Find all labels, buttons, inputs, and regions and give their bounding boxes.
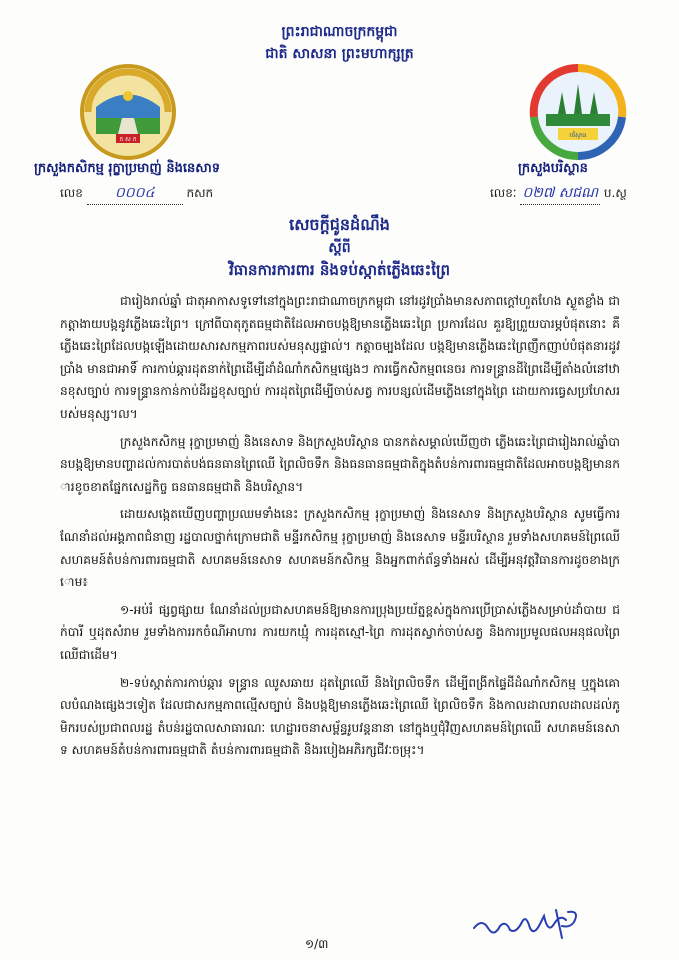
agriculture-ministry-logo	[78, 62, 178, 162]
national-motto: ជាតិ សាសនា ព្រះមហាក្សត្រ	[265, 46, 414, 62]
body-paragraph: ក្រសួងកសិកម្ម រុក្ខាប្រមាញ់ និងនេសាទ និងក្រសួងបរិស្ថាន បានកត់សម្គាល់ឃើញថា ភ្លើងឆេះព្រៃជារៀងរាល់ឆ្នាំបានបង្កឱ្យមានបញ្ហាដល់ការបាត់បង់ធនធានព្រៃឈើ ព្រៃលិចទឹក និងធនធានធម្មជាតិក្នុងតំបន់ការពារធម្មជាតិដែលអាចបង្កឱ្យមានការខូចខាតផ្នែកសេដ្ឋកិច្ច ធនធានធម្មជាតិ និងបរិស្ថាន។	[60, 434, 620, 494]
ref-suffix: កសក	[186, 186, 214, 200]
notice-subject: វិធានការការពារ និងទប់ស្កាត់ភ្លើងឆេះព្រៃ	[229, 261, 450, 279]
notice-body	[60, 290, 620, 767]
environment-ministry-name: ក្រសួងបរិស្ថាន	[518, 161, 588, 176]
notice-subject-label: ស្តីពី	[328, 240, 351, 256]
ref-number: ០០០៤	[87, 183, 183, 205]
body-paragraph: ជារៀងរាល់ឆ្នាំ ជាតុអាកាសទូទៅនៅក្នុងព្រះរាជាណាចក្រកម្ពុជា នៅរដូវប្រាំងមានសភាពក្តៅហួតហែង ស្ងួតខ្លាំង ជាកត្តាងាយបង្កនូវភ្លើងឆេះព្រៃ។ ក្រៅពីបាតុភូតធម្មជាតិដែលអាចបង្កឱ្យមានភ្លើងឆេះព្រៃ ប្រការដែល គួរឱ្យព្រួយបារម្ភបំផុតនោះ គឺភ្លើងឆេះព្រៃដែលបង្កឡើងដោយសារសកម្មភាពរបស់មនុស្សផ្ទាល់។ កត្តាចម្បងដែល បង្កឱ្យមានភ្លើងឆេះព្រៃញឹកញាប់បំផុតនារដូវប្រាំង មានជាអាទិ៍ ការកាប់ឆ្ការដុតនាក់ព្រៃដើម្បីដាំដំណាំកសិកម្មផ្សេងៗ ការធ្វើកសិកម្មពនេចរ ការទន្ទ្រានដីព្រៃដើម្បីតាំងលំនៅឋានខុសច្បាប់ ការទន្ទ្រានកាន់កាប់ដីរដ្ឋខុសច្បាប់ ការដុតព្រៃដើម្បីចាប់សត្វ ការបន្សល់ដើមភ្លើងនៅក្នុងព្រៃ ដោយការធ្វេសប្រហែសរបស់មនុស្ស។ល។	[60, 294, 620, 421]
logo-badge-text: ក ស ក	[119, 136, 137, 143]
ref-prefix: លេខ	[60, 186, 83, 200]
notice-title: សេចក្តីជូនដំណឹង	[289, 215, 390, 234]
body-paragraph: ១-អប់រំ ផ្សព្វផ្សាយ ណែនាំដល់ប្រជាសហគមន៍ឱ្យមានការប្រុងប្រយ័ត្នខ្ពស់ក្នុងការប្រើប្រាស់ភ្លើងសម្រាប់ដាំបាយ ជក់បារី ឬដុតសំរាម រួមទាំងការរកចំណីអាហារ ការយកឃ្មុំ ការដុតស្មៅ-ព្រៃ ការដុតស្វាក់ចាប់សត្វ និងការប្រមូលផលអនុផលព្រៃឈើជាដើម។	[60, 602, 620, 662]
ref-number: ០២៧ សជណ	[520, 183, 600, 205]
environment-reference-number	[490, 183, 627, 205]
body-paragraph: ដោយសង្កេតឃើញបញ្ហាប្រឈមទាំងនេះ ក្រសួងកសិកម្ម រុក្ខាប្រមាញ់ និងនេសាទ និងក្រសួងបរិស្ថាន សូមធ្វើការណែនាំដល់អង្គភាពជំនាញ រដ្ឋបាលថ្នាក់ក្រោមជាតិ មន្ទីរកសិកម្ម រុក្ខាប្រមាញ់ និងនេសាទ មន្ទីរបរិស្ថាន រួមទាំងសហគមន៍ព្រៃឈើ សហគមន៍តំបន់ការពារធម្មជាតិ សហគមន៍នេសាទ សហគមន៍កសិកម្ម និងអ្នកពាក់ព័ន្ធទាំងអស់ ដើម្បីអនុវត្តវិធានការដូចខាងក្រោម៖	[60, 507, 620, 590]
agriculture-reference-number	[60, 183, 213, 205]
ref-prefix: លេខៈ	[490, 186, 517, 200]
page-number: ១/៣	[305, 937, 329, 951]
logo-badge-text: បរិស្ថាន	[569, 132, 587, 139]
ref-suffix: ប.ស្ថ	[603, 186, 627, 200]
handwritten-signature	[470, 904, 590, 944]
body-paragraph: ២-ទប់ស្កាត់ការកាប់ឆ្ការ ទន្ទ្រាន ឈូសឆាយ ដុតព្រៃឈើ និងព្រៃលិចទឹក ដើម្បីពង្រីកផ្ទៃដីដំណាំកសិកម្ម ឬក្នុងគោលបំណងផ្សេងៗទៀត ដែលជាសកម្មភាពល្មើសច្បាប់ និងបង្កឱ្យមានភ្លើងឆេះព្រៃឈើ ព្រៃលិចទឹក និងកាលដាលរាលដាលដល់ភូមិករបស់ប្រជាពលរដ្ឋ តំបន់រដ្ឋបាលសាធារណៈ ហេដ្ឋារចនាសម្ព័ន្ធរូបវន្តនានា នៅក្នុងឬជុំវិញសហគមន៍ព្រៃឈើ សហគមន៍នេសាទ សហគមន៍តំបន់ការពារធម្មជាតិ តំបន់ការពារធម្មជាតិ និងរបៀងអភិរក្សជីវៈចម្រុះ។	[60, 675, 620, 758]
kingdom-heading: ព្រះរាជាណាចក្រកម្ពុជា	[281, 24, 398, 40]
agriculture-ministry-name: ក្រសួងកសិកម្ម រុក្ខាប្រមាញ់ និងនេសាទ	[34, 161, 220, 176]
environment-ministry-logo	[528, 62, 628, 162]
